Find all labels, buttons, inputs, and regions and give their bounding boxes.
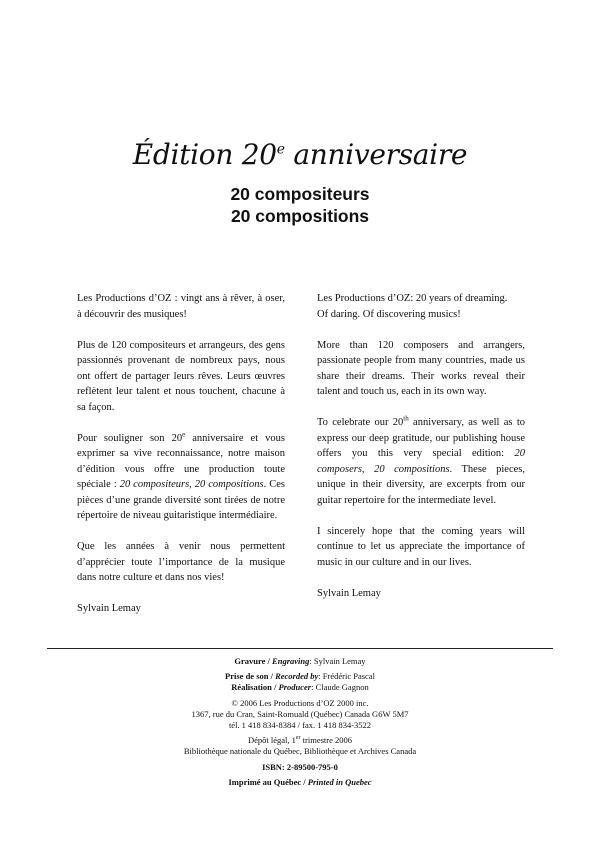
english-paragraph-1: Les Productions d’OZ: 20 years of dreaming. Of daring. Of discovering musics! bbox=[317, 293, 508, 320]
copyright: © 2006 Les Productions d’OZ 2000 inc. bbox=[231, 697, 369, 708]
french-signature: Sylvain Lemay bbox=[77, 603, 141, 614]
divider-line bbox=[47, 648, 553, 649]
french-paragraph-4: Que les années à venir nous permettent d’apprécier toute l’importance de la musique dans notre culture et dans nos vies! bbox=[77, 541, 285, 583]
recording-credit: Prise de son / Recorded by: Frédéric Pascal bbox=[225, 671, 375, 682]
engraving-credit: Gravure / Engraving: Sylvain Lemay bbox=[234, 656, 366, 666]
english-signature: Sylvain Lemay bbox=[317, 587, 381, 599]
french-paragraph-2: Plus de 120 compositeurs et arrangeurs, des gens passionnés provenant de nombreux pays, nous ont offert de partager leurs rêves. Leurs œuvres reflètent leur talent et nous touchent, chacune à sa façon. bbox=[77, 339, 285, 413]
address: 1367, rue du Cran, Saint-Romuald (Québec) Canada G6W 5M7 bbox=[191, 708, 409, 719]
library-deposit: Bibliothèque nationale du Québec, Bibliothèque et Archives Canada bbox=[183, 746, 417, 757]
subtitle bbox=[0, 183, 600, 227]
printed-in: Imprimé au Québec / Printed in Quebec bbox=[228, 776, 372, 787]
subtitle-line-1: 20 compositeurs bbox=[230, 184, 370, 204]
title-superscript: e bbox=[276, 141, 285, 158]
producer-credit: Réalisation / Producer: Claude Gagnon bbox=[231, 682, 369, 693]
credits-block bbox=[0, 656, 600, 788]
subtitle-line-2: 20 compositions bbox=[230, 206, 370, 226]
french-column bbox=[77, 291, 285, 632]
english-paragraph-4: I sincerely hope that the coming years will continue to let us appreciate the importance of music in our culture and in our lives. bbox=[317, 525, 525, 568]
edition-title: Édition 20e anniversaire bbox=[132, 138, 468, 171]
phone-fax: tél. 1 418 834-8384 / fax. 1 418 834-3522 bbox=[228, 720, 372, 731]
french-paragraph-3: Pour souligner son 20e anniversaire et vous exprimer sa vive reconnaissance, notre maison d’édition vous offre une production toute spéciale : 20 compositeurs, 20 compositions. Ces pièces d’une grande diversité sont tirées de notre répertoire de niveau guitaristique intermédiaire. bbox=[77, 430, 286, 521]
legal-deposit: Dépôt légal, 1er trimestre 2006 bbox=[247, 735, 353, 746]
english-paragraph-2: More than 120 composers and arrangers, passionate people from many countries, made us share their dreams. Their works reveal their talent and touch us, each in its own way. bbox=[317, 339, 525, 397]
french-paragraph-1: Les Productions d’OZ : vingt ans à rêver, à oser, à découvrir des musiques! bbox=[77, 293, 285, 320]
english-paragraph-3: To celebrate our 20th anniversary, as well as to express our deep gratitude, our publishing house offers you this very special edition: 20 composers, 20 compositions. These pieces, unique in their diversity, are excerpts from our guitar repertoire for the intermediate level. bbox=[317, 414, 525, 506]
english-column bbox=[317, 291, 525, 617]
isbn: ISBN: 2-89500-795-0 bbox=[262, 761, 338, 772]
